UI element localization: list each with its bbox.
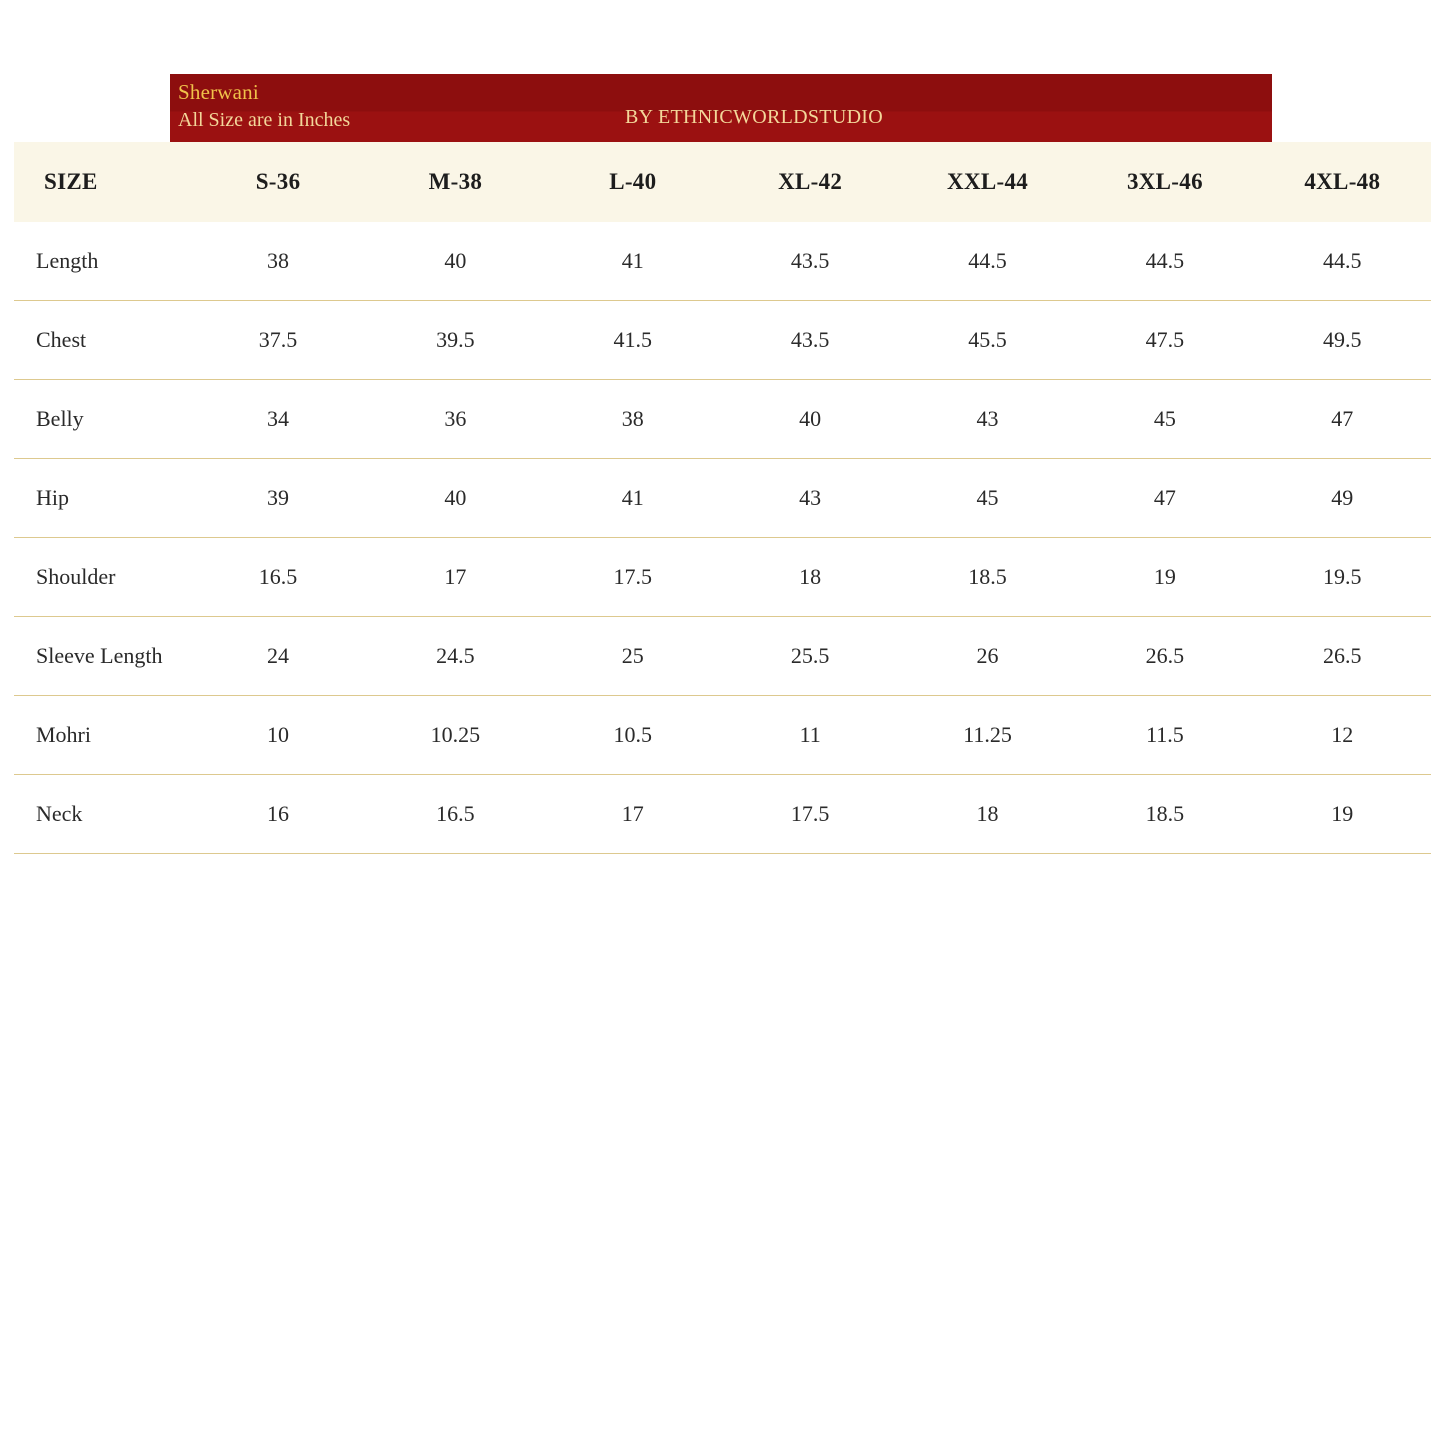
column-header-xxl44: XXL-44 [899,142,1076,222]
cell: 38 [544,380,721,459]
cell: 44.5 [1254,222,1431,301]
cell: 16 [189,775,366,854]
cell: 18 [721,538,898,617]
table-row [14,775,1431,854]
cell: 10.5 [544,696,721,775]
cell: 47 [1076,459,1253,538]
cell: 11.25 [899,696,1076,775]
cell: 45.5 [899,301,1076,380]
row-label: Hip [14,459,189,538]
cell: 37.5 [189,301,366,380]
row-label: Mohri [14,696,189,775]
cell: 17 [544,775,721,854]
cell: 26.5 [1254,617,1431,696]
cell: 41.5 [544,301,721,380]
cell: 43.5 [721,222,898,301]
cell: 44.5 [1076,222,1253,301]
row-label: Length [14,222,189,301]
cell: 49 [1254,459,1431,538]
cell: 10.25 [367,696,544,775]
cell: 40 [367,222,544,301]
cell: 25 [544,617,721,696]
cell: 11 [721,696,898,775]
cell: 36 [367,380,544,459]
cell: 45 [1076,380,1253,459]
cell: 47 [1254,380,1431,459]
cell: 41 [544,459,721,538]
cell: 40 [367,459,544,538]
cell: 26.5 [1076,617,1253,696]
cell: 10 [189,696,366,775]
cell: 26 [899,617,1076,696]
column-header-size: SIZE [14,142,189,222]
units-note: All Size are in Inches [178,109,351,131]
cell: 43 [721,459,898,538]
cell: 19 [1076,538,1253,617]
table-row [14,380,1431,459]
cell: 47.5 [1076,301,1253,380]
cell: 39 [189,459,366,538]
garment-title: Sherwani [178,80,259,104]
table-row [14,301,1431,380]
row-label: Neck [14,775,189,854]
column-header-3xl46: 3XL-46 [1076,142,1253,222]
cell: 34 [189,380,366,459]
row-label: Chest [14,301,189,380]
cell: 41 [544,222,721,301]
cell: 43 [899,380,1076,459]
cell: 43.5 [721,301,898,380]
table-header [14,142,1431,222]
table-row [14,617,1431,696]
cell: 11.5 [1076,696,1253,775]
table-row [14,459,1431,538]
cell: 17 [367,538,544,617]
header-row [14,142,1431,222]
cell: 16.5 [367,775,544,854]
column-header-s36: S-36 [189,142,366,222]
cell: 25.5 [721,617,898,696]
column-header-l40: L-40 [544,142,721,222]
cell: 12 [1254,696,1431,775]
cell: 19 [1254,775,1431,854]
column-header-xl42: XL-42 [721,142,898,222]
table-row [14,538,1431,617]
cell: 39.5 [367,301,544,380]
table-row [14,696,1431,775]
table-row [14,222,1431,301]
cell: 19.5 [1254,538,1431,617]
brand-credit: BY ETHNICWORLDSTUDIO [625,106,884,128]
cell: 16.5 [189,538,366,617]
cell: 18.5 [1076,775,1253,854]
row-label: Belly [14,380,189,459]
cell: 44.5 [899,222,1076,301]
column-header-m38: M-38 [367,142,544,222]
cell: 17.5 [544,538,721,617]
cell: 45 [899,459,1076,538]
row-label: Sleeve Length [14,617,189,696]
cell: 40 [721,380,898,459]
cell: 17.5 [721,775,898,854]
row-label: Shoulder [14,538,189,617]
table-body [14,222,1431,854]
measurements-table [14,142,1431,854]
cell: 24 [189,617,366,696]
cell: 49.5 [1254,301,1431,380]
title-banner [170,74,1272,142]
cell: 38 [189,222,366,301]
cell: 24.5 [367,617,544,696]
cell: 18.5 [899,538,1076,617]
column-header-4xl48: 4XL-48 [1254,142,1431,222]
cell: 18 [899,775,1076,854]
banner-left-block [178,78,698,134]
